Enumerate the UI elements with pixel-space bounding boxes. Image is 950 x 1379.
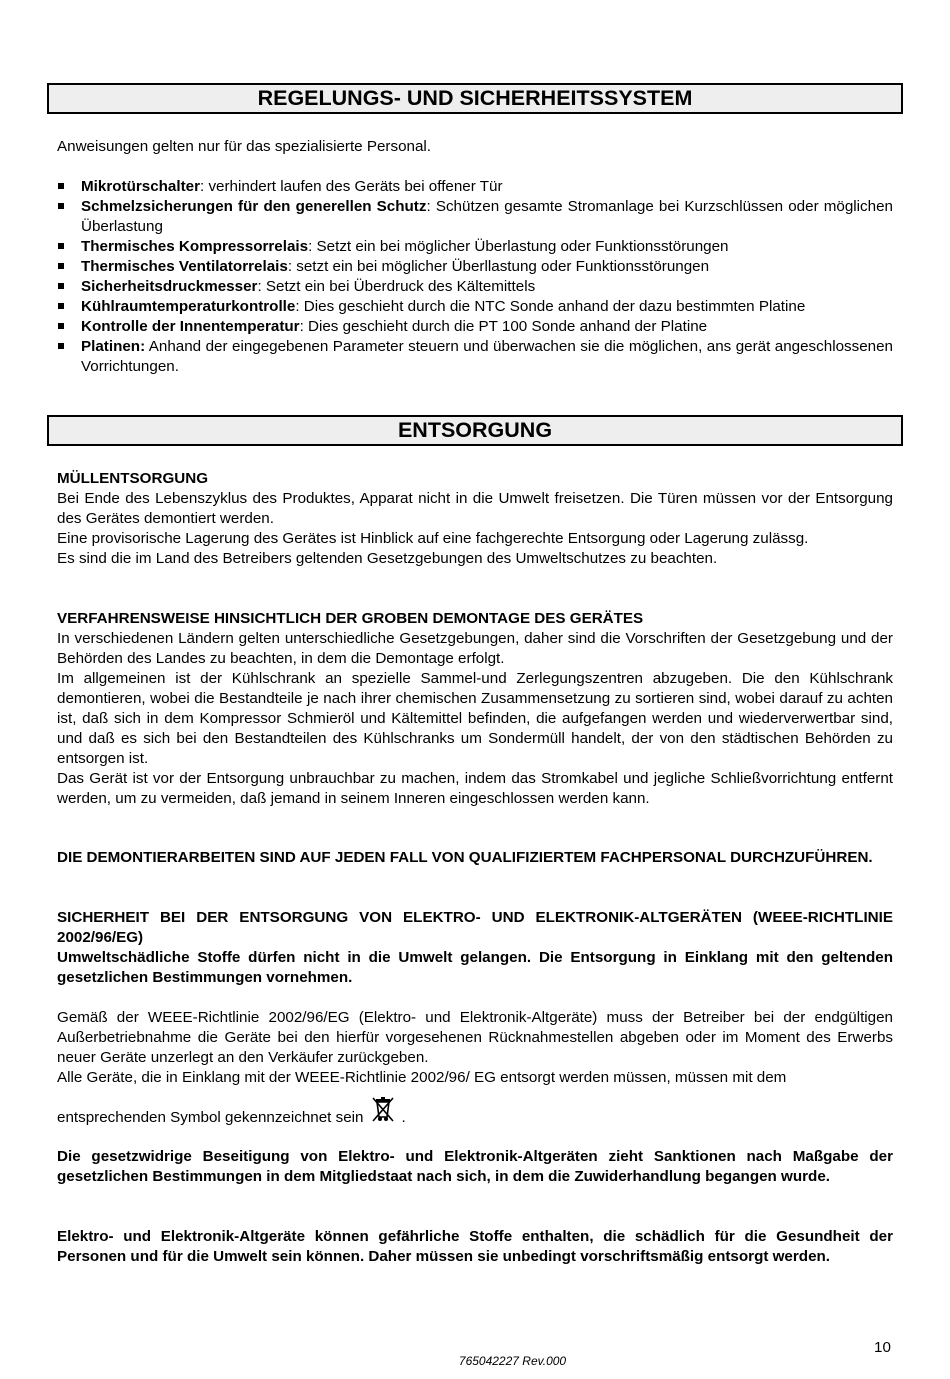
weee-paragraph-1: Gemäß der WEEE-Richtlinie 2002/96/EG (Elektro- und Elektronik-Altgeräte) muss der Betreiber bei der endgültigen Außerbetriebnahme die Geräte bei den hierfür vorgesehenen Rücknahmestellen abgeben oder im Moment des Erwerbs neuer Geräte unzerlegt an den Verkäufer zurückgeben.: [57, 1009, 893, 1066]
item-text: Anhand der eingegebenen Parameter steuern und überwachen sie die möglichen, ans gerät angeschlossenen Vorrichtungen.: [81, 338, 893, 375]
list-item: [57, 237, 893, 257]
item-term: Kühlraumtemperaturkontrolle: [81, 298, 296, 315]
item-term: Kontrolle der Innentemperatur: [81, 318, 300, 335]
weee-text-section: [57, 1008, 893, 1088]
section-title-entsorgung: ENTSORGUNG: [47, 415, 903, 446]
list-item: [57, 277, 893, 297]
safety-device-list: [57, 177, 893, 377]
demontage-heading: VERFAHRENSWEISE HINSICHTLICH DER GROBEN DEMONTAGE DES GERÄTES: [57, 610, 644, 627]
crossed-out-wheelie-bin-icon: [368, 1094, 398, 1124]
muell-paragraph-1: Bei Ende des Lebenszyklus des Produktes, Apparat nicht in die Umwelt freisetzen. Die Türen müssen vor der Entsorgung des Gerätes demontiert werden.: [57, 490, 893, 527]
weee-bold-text: Umweltschädliche Stoffe dürfen nicht in die Umwelt gelangen. Die Entsorgung in Einklang mit den geltenden gesetzlichen Bestimmungen vornehmen.: [57, 949, 893, 986]
muellentsorgung-section: [57, 469, 893, 569]
weee-paragraph-2a: Alle Geräte, die in Einklang mit der WEEE-Richtlinie 2002/96/ EG entsorgt werden müssen, müssen mit dem: [57, 1069, 787, 1086]
list-item: [57, 297, 893, 317]
demontage-paragraph-1: In verschiedenen Ländern gelten unterschiedliche Gesetzgebungen, daher sind die Vorschriften der Gesetzgebung und der Behörden des Landes zu beachten, in dem die Demontage erfolgt.: [57, 630, 893, 667]
footer-revision: 765042227 Rev.000: [458, 1354, 567, 1368]
warning-text: DIE DEMONTIERARBEITEN SIND AUF JEDEN FALL VON QUALIFIZIERTEM FACHPERSONAL DURCHZUFÜHREN.: [57, 849, 873, 866]
item-term: Thermisches Kompressorrelais: [81, 238, 309, 255]
list-item: [57, 257, 893, 277]
item-term: Mikrotürschalter: [81, 178, 201, 195]
danger-section: [57, 1227, 893, 1267]
list-item: [57, 177, 893, 197]
intro-text: Anweisungen gelten nur für das spezialisierte Personal.: [57, 138, 431, 155]
weee-section: [57, 908, 893, 988]
list-item: [57, 337, 893, 377]
item-text: : Dies geschieht durch die PT 100 Sonde anhand der Platine: [299, 318, 708, 335]
weee-heading: SICHERHEIT BEI DER ENTSORGUNG VON ELEKTRO- UND ELEKTRONIK-ALTGERÄTEN (WEEE-RICHTLINIE 2002/96/EG): [57, 909, 893, 946]
sanction-text: Die gesetzwidrige Beseitigung von Elektro- und Elektronik-Altgeräten zieht Sanktionen nach Maßgabe der gesetzlichen Bestimmungen in dem Mitgliedstaat nach sich, in dem die Zuwiderhandlung begangen wurde.: [57, 1148, 893, 1185]
muell-heading: MÜLLENTSORGUNG: [57, 470, 209, 487]
weee-paragraph-2c: .: [401, 1109, 406, 1126]
demontage-paragraph-3: Das Gerät ist vor der Entsorgung unbrauchbar zu machen, indem das Stromkabel und jegliche Schließvorrichtung entfernt werden, um zu vermeiden, daß jemand in seinem Inneren eingeschlossen werden kann.: [57, 770, 893, 807]
list-item: [57, 197, 893, 237]
page-number: 10: [874, 1339, 891, 1356]
item-text: : Dies geschieht durch die NTC Sonde anhand der dazu bestimmten Platine: [295, 298, 806, 315]
muell-paragraph-2: Eine provisorische Lagerung des Gerätes ist Hinblick auf eine fachgerechte Entsorgung oder Lagerung zulässg.: [57, 530, 809, 547]
item-text: : Setzt ein bei Überdruck des Kältemittels: [257, 278, 536, 295]
item-text: : setzt ein bei möglicher Überllastung oder Funktionsstörungen: [287, 258, 710, 275]
item-text: : Schützen gesamte Stromanlage bei Kurzschlüssen oder möglichen Überlastung: [81, 198, 893, 235]
list-item: [57, 317, 893, 337]
item-term: Platinen:: [81, 338, 146, 355]
demontage-section: [57, 609, 893, 809]
section-title-regelung: REGELUNGS- UND SICHERHEITSSYSTEM: [47, 83, 903, 114]
sanction-section: [57, 1147, 893, 1187]
demontage-paragraph-2: Im allgemeinen ist der Kühlschrank an spezielle Sammel-und Zerlegungszentren abzugeben. Die den Kühlschrank demontieren, wobei die Bestandteile je nach ihrer chemischen Zusammensetzung zu sortieren sind, wobei darauf zu achten ist, daß sich in dem Kompressor Schmieröl und Kältemittel befinden, die aufgefangen werden und wiederverwertbar sind, und daß es sich bei den Bestandteilen des Kühlschranks um Sondermüll handelt, der von den städtischen Behörden zu entsorgen ist.: [57, 670, 893, 767]
item-text: : Setzt ein bei möglicher Überlastung oder Funktionsstörungen: [308, 238, 729, 255]
weee-symbol-line: [57, 1094, 893, 1128]
muell-paragraph-3: Es sind die im Land des Betreibers geltenden Gesetzgebungen des Umweltschutzes zu beachten.: [57, 550, 718, 567]
item-term: Sicherheitsdruckmesser: [81, 278, 258, 295]
item-term: Thermisches Ventilatorrelais: [81, 258, 288, 275]
weee-paragraph-2b: entsprechenden Symbol gekennzeichnet sein: [57, 1109, 364, 1126]
danger-text: Elektro- und Elektronik-Altgeräte können gefährliche Stoffe enthalten, die schädlich für die Gesundheit der Personen und für die Umwelt sein können. Daher müssen sie unbedingt vorschriftsmäßig entsorgt werden.: [57, 1228, 893, 1265]
item-text: : verhindert laufen des Geräts bei offener Tür: [200, 178, 503, 195]
warning-section: [57, 848, 893, 868]
item-term: Schmelzsicherungen für den generellen Schutz: [81, 198, 427, 215]
